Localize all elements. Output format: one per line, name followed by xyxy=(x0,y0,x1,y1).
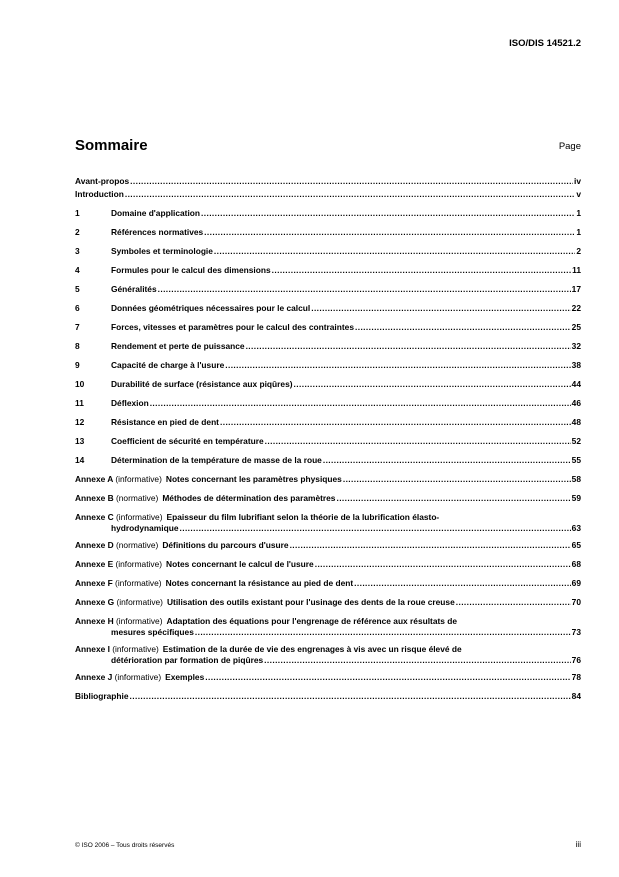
toc-entry-annex[interactable]: Annexe I (informative) Estimation de la durée de vie des engrenages à vis avec un risque élevé de détérioration par formation de piqûres ..... 76 xyxy=(75,644,581,666)
toc-entry-clause[interactable]: 8 Rendement et perte de puissance ..... 32 xyxy=(75,341,581,360)
toc-entry-introduction[interactable]: Introduction ..... v xyxy=(75,189,581,208)
table-of-contents xyxy=(75,176,581,710)
toc-entry-annex[interactable]: Annexe D (normative) Définitions du parcours d'usure ..... 65 xyxy=(75,540,581,559)
page-number: iii xyxy=(575,840,581,849)
toc-entry-clause[interactable]: 9 Capacité de charge à l'usure ..... 38 xyxy=(75,360,581,379)
toc-entry-clause[interactable]: 7 Forces, vitesses et paramètres pour le calcul des contraintes ..... 25 xyxy=(75,322,581,341)
toc-entry-avant-propos[interactable]: Avant-propos ..... iv xyxy=(75,176,581,189)
toc-entry-clause[interactable]: 14 Détermination de la température de masse de la roue ..... 55 xyxy=(75,455,581,474)
page-column-label: Page xyxy=(558,141,581,152)
toc-entry-clause[interactable]: 3 Symboles et terminologie ..... 2 xyxy=(75,246,581,265)
toc-entry-annex[interactable]: Annexe H (informative) Adaptation des équations pour l'engrenage de référence aux résultats de mesures spécifiques ..... 73 xyxy=(75,616,581,638)
toc-entry-clause[interactable]: 1 Domaine d'application ..... 1 xyxy=(75,208,581,227)
toc-entry-annex[interactable]: Annexe J (informative) Exemples ..... 78 xyxy=(75,672,581,691)
toc-entry-clause[interactable]: 2 Références normatives ..... 1 xyxy=(75,227,581,246)
toc-entry-clause[interactable]: 13 Coefficient de sécurité en température ..... 52 xyxy=(75,436,581,455)
toc-entry-clause[interactable]: 10 Durabilité de surface (résistance aux piqûres) ..... 44 xyxy=(75,379,581,398)
toc-entry-annex[interactable]: Annexe B (normative) Méthodes de détermination des paramètres ..... 59 xyxy=(75,493,581,512)
toc-entry-clause[interactable]: 5 Généralités ..... 17 xyxy=(75,284,581,303)
toc-entry-clause[interactable]: 12 Résistance en pied de dent ..... 48 xyxy=(75,417,581,436)
toc-entry-annex[interactable]: Annexe G (informative) Utilisation des outils existant pour l'usinage des dents de la roue creuse ..... 70 xyxy=(75,597,581,616)
toc-entry-bibliographie[interactable]: Bibliographie ..... 84 xyxy=(75,691,581,710)
toc-entry-annex[interactable]: Annexe A (informative) Notes concernant les paramètres physiques ..... 58 xyxy=(75,474,581,493)
copyright-notice: © ISO 2006 – Tous droits réservés xyxy=(75,842,175,849)
page-title: Sommaire xyxy=(75,137,148,154)
toc-entry-clause[interactable]: 4 Formules pour le calcul des dimensions ..... 11 xyxy=(75,265,581,284)
toc-entry-annex[interactable]: Annexe F (informative) Notes concernant la résistance au pied de dent ..... 69 xyxy=(75,578,581,597)
toc-entry-clause[interactable]: 11 Déflexion ..... 46 xyxy=(75,398,581,417)
document-id: ISO/DIS 14521.2 xyxy=(509,38,581,49)
toc-entry-annex[interactable]: Annexe C (informative) Epaisseur du film lubrifiant selon la théorie de la lubrification élasto- hydrodynamique ..... 63 xyxy=(75,512,581,534)
toc-entry-annex[interactable]: Annexe E (informative) Notes concernant le calcul de l'usure ..... 68 xyxy=(75,559,581,578)
toc-entry-clause[interactable]: 6 Données géométriques nécessaires pour le calcul ..... 22 xyxy=(75,303,581,322)
